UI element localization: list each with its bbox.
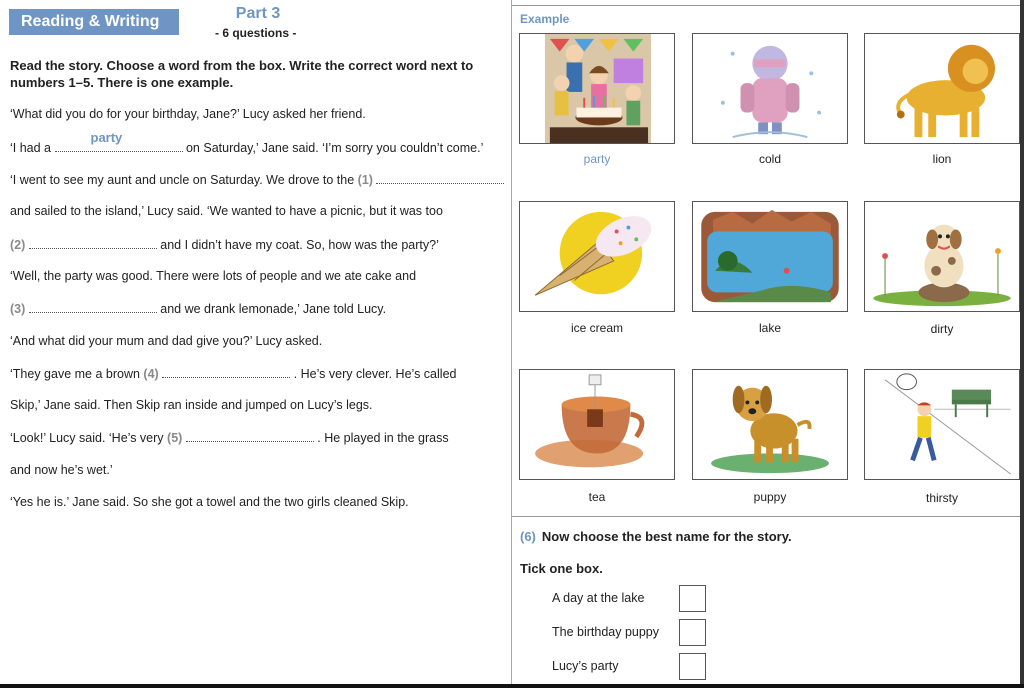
answer-input-1[interactable]: [376, 172, 504, 184]
page-divider: [511, 0, 512, 688]
story-line-9: [10, 366, 456, 381]
word-ice-cream: ice cream: [570, 321, 623, 335]
answer-input-4[interactable]: [162, 366, 290, 378]
story-text: . He’s very clever. He’s called: [293, 367, 457, 381]
story-line-6: ‘Well, the party was good. There were lots of people and we ate cake and: [10, 269, 417, 283]
question-number: (6): [520, 529, 536, 544]
dirty-illustration: [865, 202, 1019, 311]
story-text: ‘I went to see my aunt and uncle on Saturday. We drove to the: [10, 173, 355, 187]
word-lake: lake: [758, 321, 781, 335]
party-picture: [519, 33, 675, 144]
cold-illustration: [693, 34, 847, 143]
answer-input-5[interactable]: [186, 430, 314, 442]
lion-illustration: [865, 34, 1019, 143]
instructions: Read the story. Choose a word from the box. Write the correct word next to numbers 1–5. There is one example.: [10, 58, 474, 90]
thirsty-picture: [864, 369, 1020, 480]
story-line-2: [10, 130, 484, 155]
option-label-1: A day at the lake: [552, 591, 645, 605]
gap-number-4: (4): [143, 367, 159, 381]
tick-instruction: Tick one box.: [520, 561, 603, 576]
right-page: [512, 0, 1024, 688]
answer-input-2[interactable]: [29, 237, 157, 249]
tea-picture: [519, 369, 675, 480]
option-label-2: The birthday puppy: [552, 625, 660, 639]
dirty-picture: [864, 201, 1020, 312]
word-dirty: dirty: [930, 322, 954, 336]
part-title: Part 3: [235, 5, 281, 22]
story-text: . He played in the grass: [317, 431, 449, 445]
story-text: and we drank lemonade,’ Jane told Lucy.: [160, 302, 387, 316]
story-text: on Saturday,’ Jane said. ‘I’m sorry you couldn’t come.’: [185, 141, 484, 155]
story-line-4: and sailed to the island,’ Lucy said. ‘We wanted to have a picnic, but it was too: [10, 204, 443, 218]
tea-illustration: [520, 370, 674, 479]
ice-cream-illustration: [520, 202, 674, 311]
example-answer: party: [90, 130, 123, 145]
word-cold: cold: [758, 152, 781, 166]
story-line-13: ‘Yes he is.’ Jane said. So she got a towel and the two girls cleaned Skip.: [10, 495, 409, 509]
questions-count: - 6 questions -: [215, 26, 297, 40]
gap-number-1: (1): [357, 173, 373, 187]
story-line-8: ‘And what did your mum and dad give you?’ Lucy asked.: [10, 334, 323, 348]
gap-number-5: (5): [167, 431, 183, 445]
story-line-12: and now he’s wet.’: [10, 463, 113, 477]
story-text: and I didn’t have my coat. So, how was the party?’: [160, 238, 439, 252]
word-puppy: puppy: [753, 490, 787, 504]
lake-picture: [692, 201, 848, 312]
story-line-7: [10, 301, 386, 316]
option-checkbox-2[interactable]: [679, 619, 706, 646]
option-checkbox-1[interactable]: [679, 585, 706, 612]
example-label: Example: [520, 12, 570, 26]
example-answer-line: [55, 130, 183, 152]
section-divider: [512, 516, 1024, 517]
question-prompt: Now choose the best name for the story.: [541, 529, 792, 544]
story-line-3: [10, 172, 504, 187]
party-illustration: [520, 34, 674, 143]
lake-illustration: [693, 202, 847, 311]
answer-input-3[interactable]: [29, 301, 157, 313]
story-text: ‘I had a: [10, 141, 52, 155]
option-label-3: Lucy’s party: [552, 659, 619, 673]
gap-number-3: (3): [10, 302, 26, 316]
story-line-1: ‘What did you do for your birthday, Jane?’ Lucy asked her friend.: [10, 107, 366, 121]
bottom-edge: [0, 684, 1024, 688]
option-checkbox-3[interactable]: [679, 653, 706, 680]
ice-cream-picture: [519, 201, 675, 312]
story-text: ‘Look!’ Lucy said. ‘He’s very: [10, 431, 164, 445]
gap-number-2: (2): [10, 238, 26, 252]
thirsty-illustration: [865, 370, 1019, 479]
word-tea: tea: [588, 490, 606, 504]
story-line-5: [10, 237, 439, 252]
section-badge: Reading & Writing: [9, 9, 179, 35]
word-party: party: [583, 152, 611, 166]
word-lion: lion: [932, 152, 952, 166]
cold-picture: [692, 33, 848, 144]
story-text: ‘They gave me a brown: [10, 367, 140, 381]
puppy-illustration: [693, 370, 847, 479]
top-rule: [512, 5, 1024, 6]
story-line-11: [10, 430, 449, 445]
puppy-picture: [692, 369, 848, 480]
lion-picture: [864, 33, 1020, 144]
right-edge: [1020, 0, 1024, 688]
question-6: [520, 529, 792, 544]
story-line-10: Skip,’ Jane said. Then Skip ran inside and jumped on Lucy’s legs.: [10, 398, 373, 412]
word-thirsty: thirsty: [925, 491, 958, 505]
